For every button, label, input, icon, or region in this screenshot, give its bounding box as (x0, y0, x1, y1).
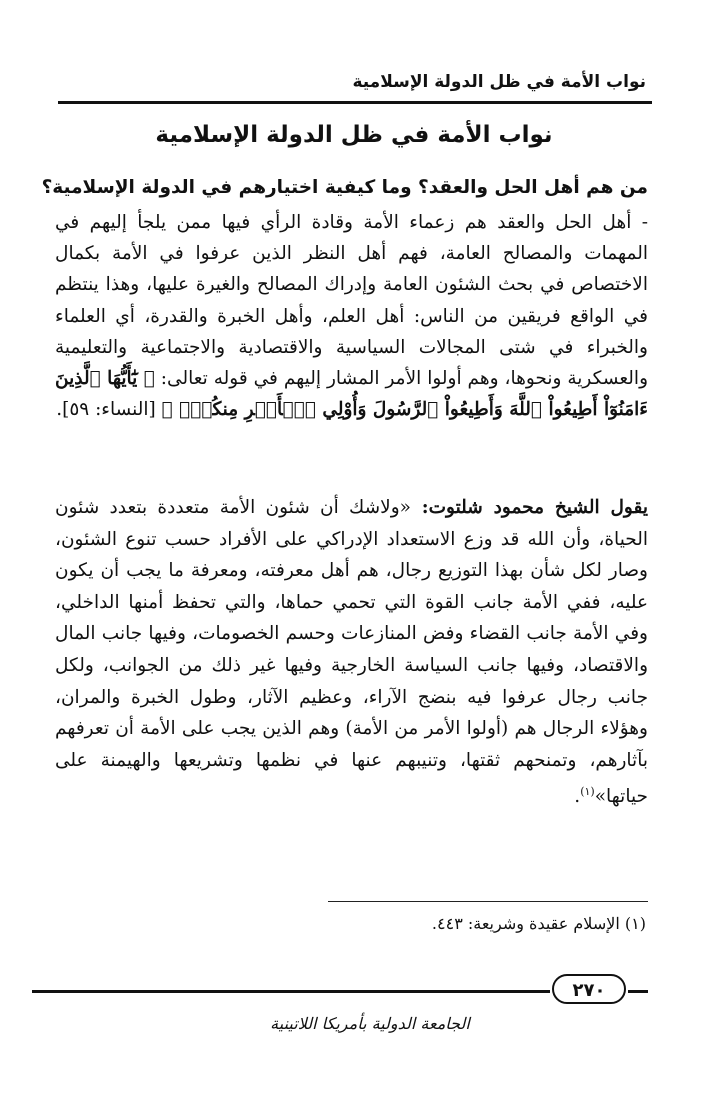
footnote-marker: (١) (580, 785, 595, 799)
header-rule (58, 101, 652, 104)
footer-rule-left (32, 990, 550, 993)
footnote-rule (328, 901, 648, 902)
footer-rule-right (628, 990, 648, 993)
publisher-name: الجامعة الدولية بأمريكا اللاتينية (270, 1014, 470, 1033)
verse-citation: [النساء: ٥٩]. (56, 399, 162, 421)
footnote: (١) الإسلام عقيدة وشريعة: ٤٤٣. (431, 914, 646, 933)
quote-speaker: يقول الشيخ محمود شلتوت: (410, 497, 648, 518)
quran-verse: ﴿ يَٰٓأَيُّهَا ٱلَّذِينَ ءَامَنُوٓاْ أَطِيعُواْ ٱللَّهَ وَأَطِيعُواْ ٱلرَّسُولَ وَأُوْلِي ٱلۡأَمۡرِ مِنكُمۡۖ ﴾ (55, 368, 648, 421)
section-title: نواب الأمة في ظل الدولة الإسلامية (155, 122, 553, 148)
running-header: نواب الأمة في ظل الدولة الإسلامية (352, 72, 646, 92)
section-question: من هم أهل الحل والعقد؟ وما كيفية اختيارهم في الدولة الإسلامية؟ (41, 177, 648, 198)
paragraph-1 (55, 207, 648, 425)
quote-end: . (574, 786, 581, 808)
quote-text: «ولاشك أن شئون الأمة متعددة بتعدد شئون الحياة، وأن الله قد وزع الاستعداد الإدراكي على الأفراد حسب تنوع الشئون، وصار لكل شأن بهذا التوزيع رجال، هم أهل معرفته، ومعرفة ما يجب أن يكون عليه، ففي الأمة جانب القوة التي تحمي حماها، والتي تحفظ أمنها الداخلي، وفي الأمة جانب القضاء وفض المنازعات وحسم الخصومات، وفيها جانب المال والاقتصاد، وفيها جانب السياسة الخارجية وفيها غير ذلك من الجوانب، ولكل جانب رجال عرفوا فيه بنضج الآراء، وعظيم الآثار، وطول الخبرة والمران، وهؤلاء الرجال هم (أولوا الأمر من الأمة) وهم الذين يجب على الأمة أن تعرفهم بآثارهم، وتمنحهم ثقتها، وتنيبهم عنها في نظمها وتشريعها والهيمنة على حياتها» (55, 497, 648, 808)
page-number: ٢٧٠ (552, 974, 626, 1004)
paragraph-2 (55, 492, 648, 813)
paragraph-1-text: - أهل الحل والعقد هم زعماء الأمة وقادة الرأي فيها ممن يلجأ إليهم في المهمات والمصالح العامة، فهم أهل النظر الذين عرفوا في الأمة بكمال الاختصاص في بحث الشئون العامة وإدراك المصالح والغيرة عليها، وهذا ينتظم في الواقع فريقين من الناس: أهل العلم، وأهل الخبرة والقدرة، أي العلماء والخبراء في شتى المجالات السياسية والاقتصادية والاجتماعية والتعليمية والعسكرية ونحوها، وهم أولوا الأمر المشار إليهم في قوله تعالى: (55, 212, 648, 390)
